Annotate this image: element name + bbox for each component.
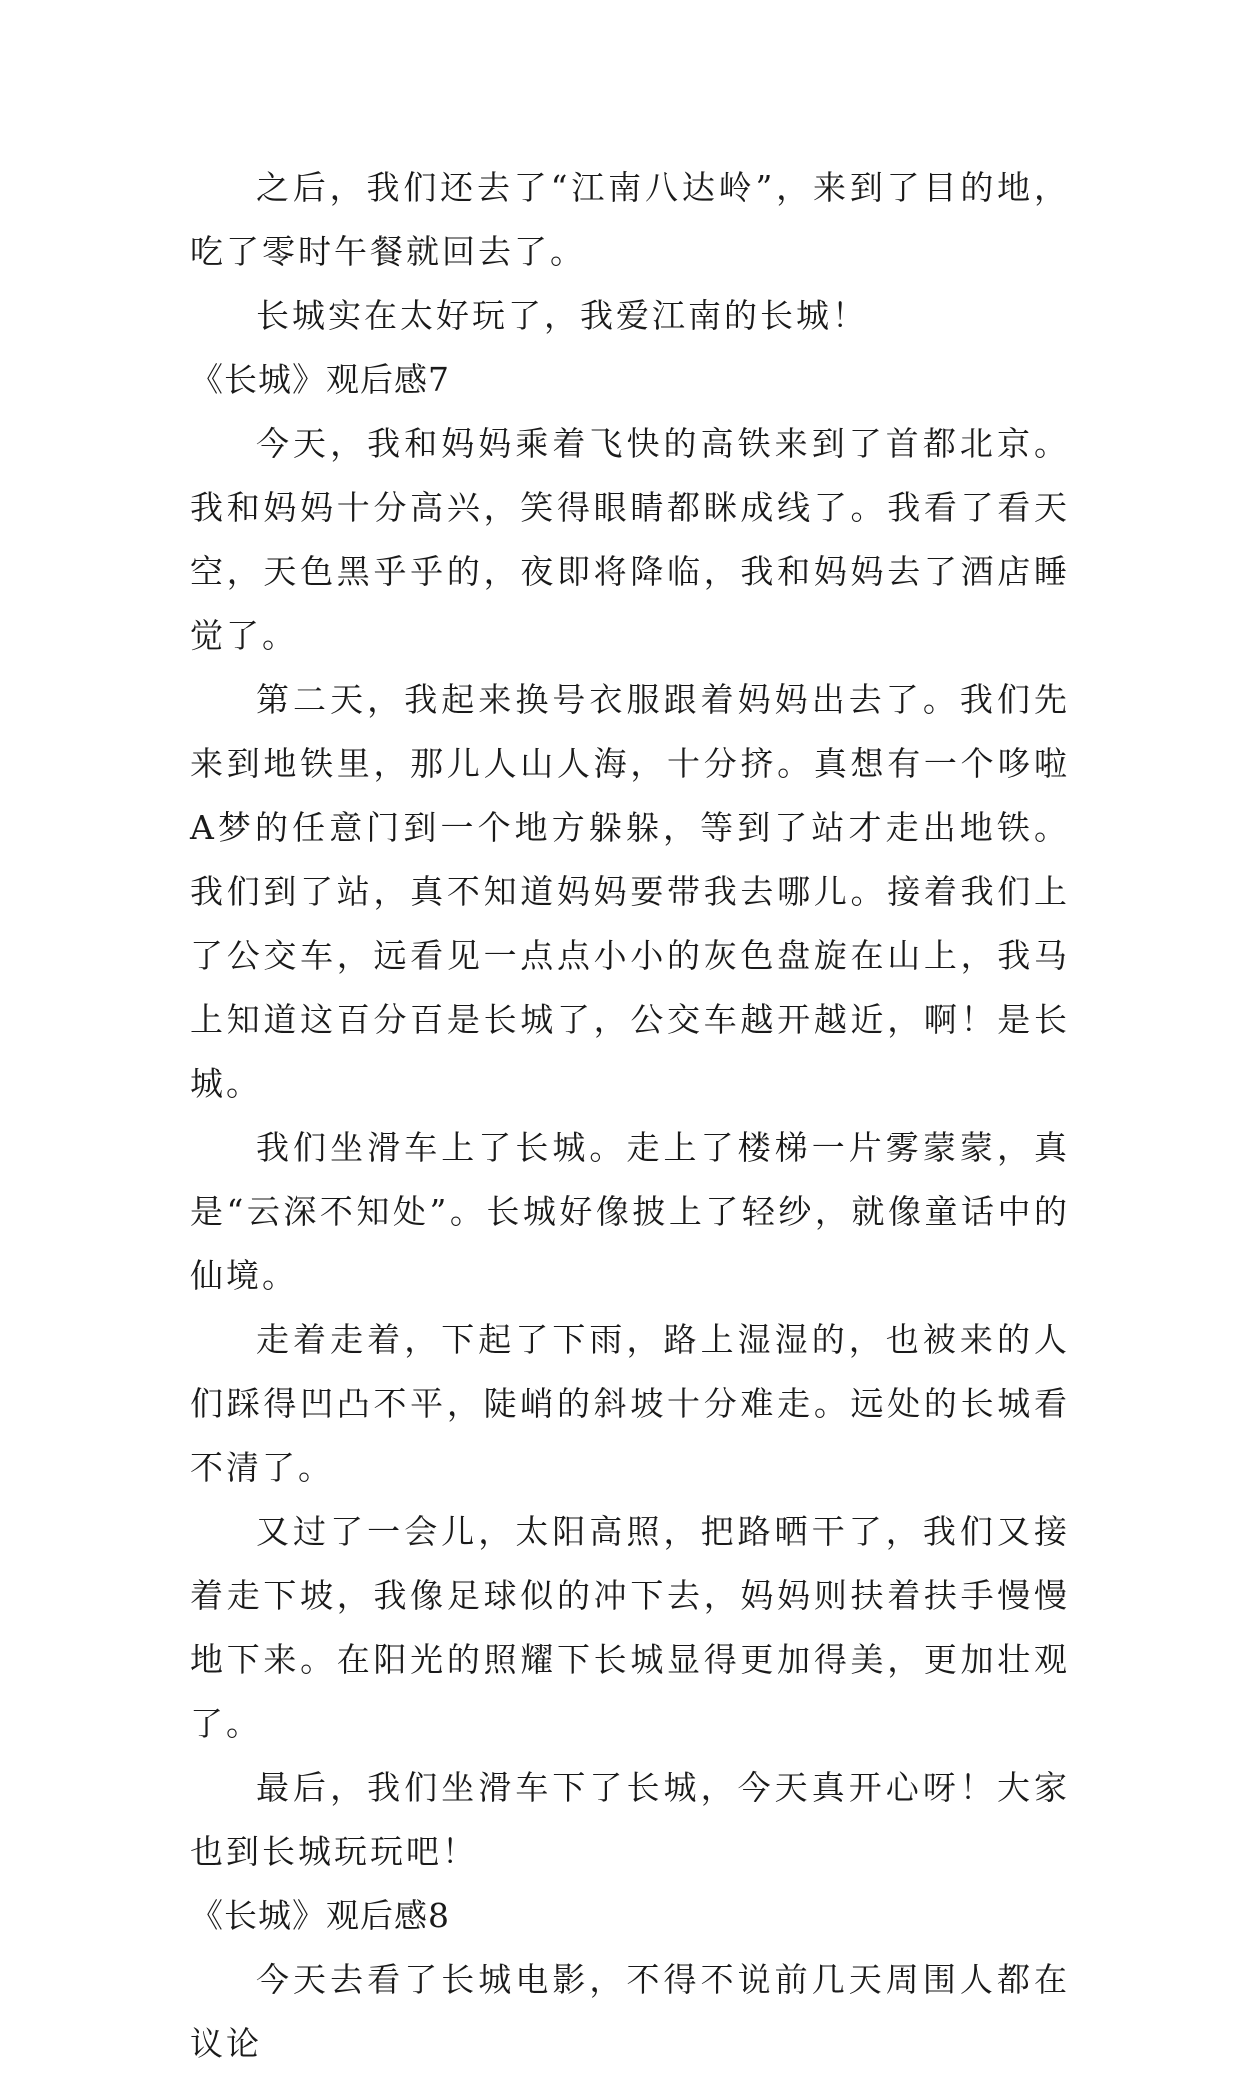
paragraph-watched-movie: 今天去看了长城电影，不得不说前几天周围人都在议论 [190,1960,1070,2063]
paragraph-rain: 走着走着，下起了下雨，路上湿湿的，也被来的人们踩得凹凸不平，陡峭的斜坡十分难走。远处的长城看不清了。 [190,1320,1070,1487]
paragraph-sunshine: 又过了一会儿，太阳高照，把路晒干了，我们又接着走下坡，我像足球似的冲下去，妈妈则扶着扶手慢慢地下来。在阳光的照耀下长城显得更加得美，更加壮观了。 [190,1512,1070,1743]
paragraph-love-great-wall: 长城实在太好玩了，我爱江南的长城！ [256,296,868,335]
heading-review-7: 《长城》观后感7 [190,360,450,399]
paragraph-arrive-beijing: 今天，我和妈妈乘着飞快的高铁来到了首都北京。我和妈妈十分高兴，笑得眼睛都眯成线了。我看了看天空，天色黑乎乎的，夜即将降临，我和妈妈去了酒店睡觉了。 [190,424,1070,655]
heading-review-8: 《长城》观后感8 [190,1896,450,1935]
document-page [190,156,1070,2076]
paragraph-second-day: 第二天，我起来换号衣服跟着妈妈出去了。我们先来到地铁里，那儿人山人海，十分挤。真想有一个哆啦A梦的任意门到一个地方躲躲，等到了站才走出地铁。我们到了站，真不知道妈妈要带我去哪儿。接着我们上了公交车，远看见一点点小小的灰色盘旋在山上，我马上知道这百分百是长城了，公交车越开越近，啊！是长城。 [190,680,1070,1103]
paragraph-finally: 最后，我们坐滑车下了长城，今天真开心呀！大家也到长城玩玩吧！ [190,1768,1070,1871]
paragraph-cable-car-up: 我们坐滑车上了长城。走上了楼梯一片雾蒙蒙，真是“云深不知处”。长城好像披上了轻纱，就像童话中的仙境。 [190,1128,1070,1295]
paragraph-jiangnan-badaling: 之后，我们还去了“江南八达岭”，来到了目的地，吃了零时午餐就回去了。 [190,168,1070,271]
